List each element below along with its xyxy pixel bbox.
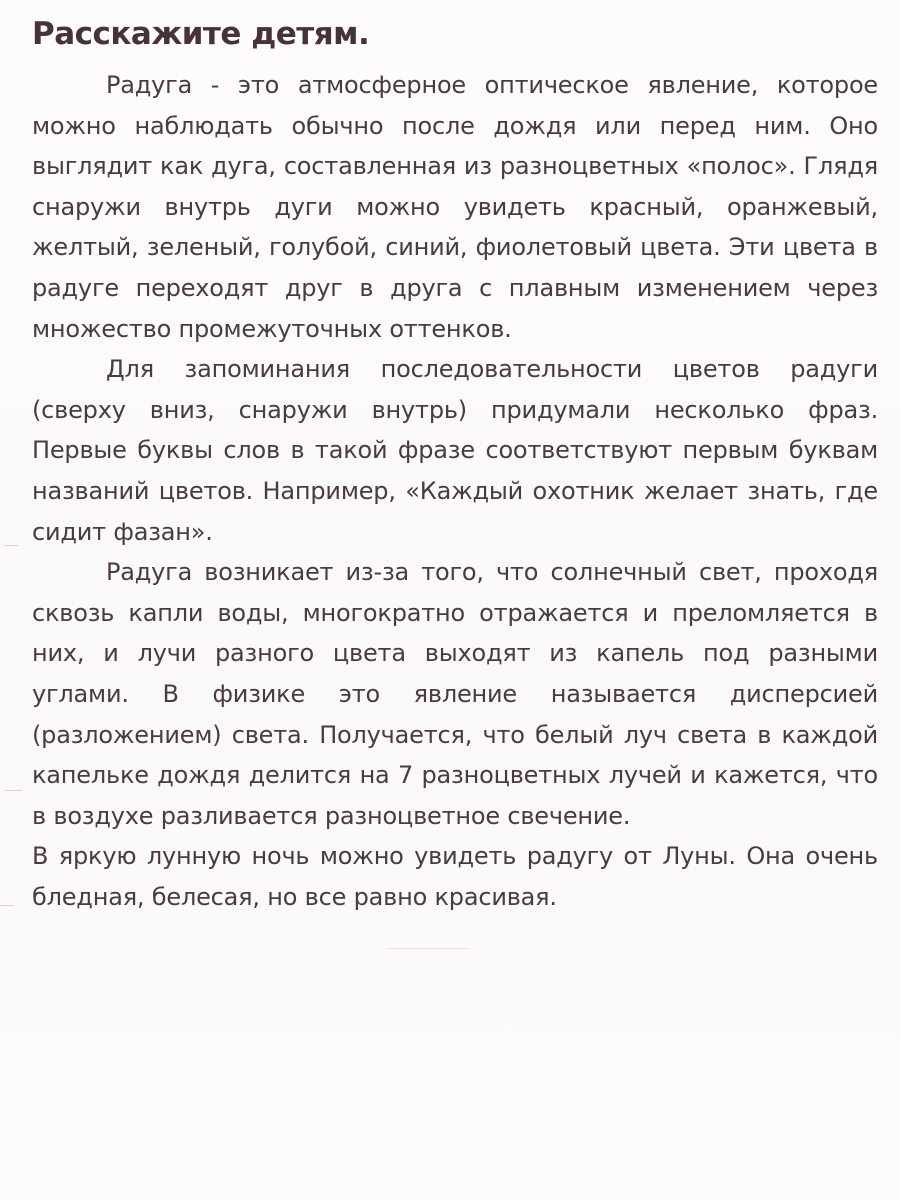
paragraph-dispersion: Радуга возникает из-за того, что солнечный свет, проходя сквозь капли воды, многократно отражается и преломляется в них, и лучи разного цвета выходят из капель под разными углами. В физике это явление называется дисперсией (разложением) света. Получается, что белый луч света в каждой капельке дождя делится на 7 разноцветных лучей и кажется, что в воздухе разливается разноцветное свечение. [32, 558, 878, 830]
scan-mark [388, 948, 468, 949]
scan-mark [4, 545, 18, 546]
paragraph-moon-rainbow: В яркую лунную ночь можно увидеть радугу от Луны. Она очень бледная, белесая, но все равно красивая. [32, 842, 878, 911]
scan-mark [4, 790, 22, 791]
page-heading: Расскажите детям. [32, 16, 370, 52]
paragraph-rainbow-definition: Радуга - это атмосферное оптическое явление, которое можно наблюдать обычно после дождя или перед ним. Оно выглядит как дуга, составленная из разноцветных «полос». Глядя снаружи внутрь дуги можно увидеть красный, оранжевый, желтый, зеленый, голубой, синий, фиолетовый цвета. Эти цвета в радуге переходят друг в друга с плавным изменением через множество промежуточных оттенков. [32, 71, 878, 343]
scan-mark [0, 905, 14, 906]
paragraph-color-mnemonic: Для запоминания последовательности цветов радуги (сверху вниз, снаружи внутрь) придумали несколько фраз. Первые буквы слов в такой фразе соответствуют первым буквам названий цветов. Например, «Каждый охотник желает знать, где сидит фазан». [32, 355, 878, 546]
body-text [32, 65, 878, 917]
